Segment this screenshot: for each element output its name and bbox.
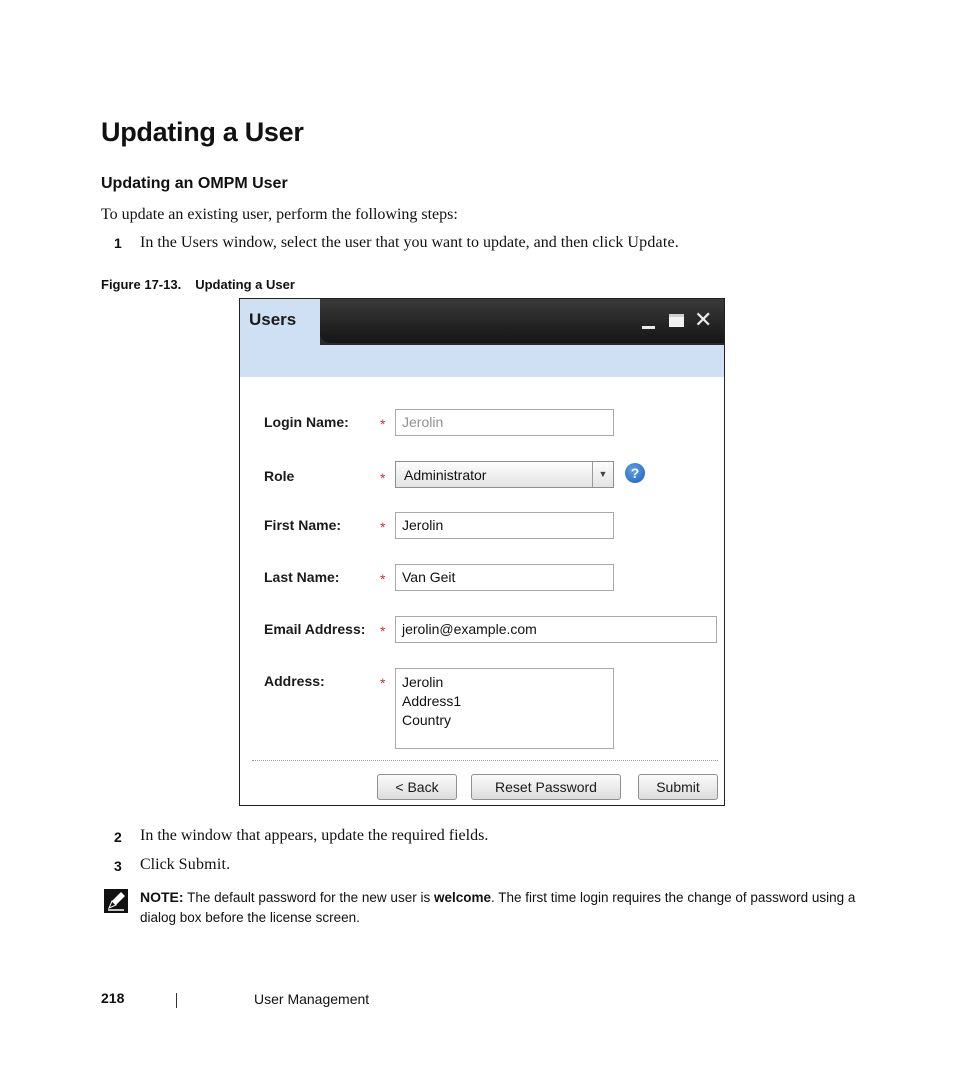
required-mark: * xyxy=(380,571,386,587)
required-mark: * xyxy=(380,519,386,535)
address-line: Address1 xyxy=(402,693,462,709)
login-name-label: Login Name: xyxy=(264,414,349,430)
address-textarea[interactable] xyxy=(395,668,614,749)
required-mark: * xyxy=(380,623,386,639)
role-label: Role xyxy=(264,468,295,484)
footer-separator xyxy=(176,993,177,1008)
step-text: In the Users window, select the user that you want to update, and then click Update. xyxy=(140,234,679,251)
address-line: Jerolin xyxy=(402,674,444,690)
section-heading: Updating an OMPM User xyxy=(101,175,288,192)
close-icon[interactable]: ✕ xyxy=(694,307,713,332)
titlebar-controls-area xyxy=(320,299,724,343)
note-pencil-icon xyxy=(104,889,128,913)
last-name-field[interactable]: Van Geit xyxy=(395,564,614,591)
header-band xyxy=(240,345,724,377)
divider xyxy=(252,760,718,761)
minimize-icon[interactable] xyxy=(642,313,656,329)
footer-section-title: User Management xyxy=(254,991,370,1007)
submit-button[interactable]: Submit xyxy=(638,774,718,800)
email-address-field[interactable]: jerolin@example.com xyxy=(395,616,717,643)
step-text: In the window that appears, update the required fields. xyxy=(140,827,489,844)
reset-password-button[interactable]: Reset Password xyxy=(471,774,621,800)
role-value: Administrator xyxy=(404,467,487,483)
window-titlebar xyxy=(240,299,724,345)
step-number: 3 xyxy=(114,858,122,874)
first-name-field[interactable]: Jerolin xyxy=(395,512,614,539)
login-name-field: Jerolin xyxy=(395,409,614,436)
role-select[interactable] xyxy=(395,461,614,488)
last-name-label: Last Name: xyxy=(264,569,340,585)
step-text: Click Submit. xyxy=(140,856,231,873)
required-mark: * xyxy=(380,470,386,486)
page-number: 218 xyxy=(101,990,125,1006)
maximize-icon[interactable] xyxy=(669,314,684,327)
back-button[interactable]: < Back xyxy=(377,774,457,800)
help-icon[interactable]: ? xyxy=(625,463,645,483)
required-mark: * xyxy=(380,416,386,432)
intro-text: To update an existing user, perform the following steps: xyxy=(101,206,458,223)
email-address-label: Email Address: xyxy=(264,621,366,637)
first-name-label: First Name: xyxy=(264,517,342,533)
address-line: Country xyxy=(402,712,452,728)
address-label: Address: xyxy=(264,673,325,689)
step-number: 2 xyxy=(114,829,122,845)
figure-caption: Figure 17-13. Updating a User xyxy=(101,277,295,292)
chevron-down-icon[interactable]: ▼ xyxy=(592,462,613,487)
users-window xyxy=(239,298,725,806)
window-title: Users xyxy=(249,310,297,329)
page-heading: Updating a User xyxy=(101,117,304,147)
note-text: NOTE: The default password for the new user is welcome. The first time login requires the change of password using a dialog box before the license screen. xyxy=(140,889,856,925)
required-mark: * xyxy=(380,675,386,691)
step-number: 1 xyxy=(114,235,122,251)
